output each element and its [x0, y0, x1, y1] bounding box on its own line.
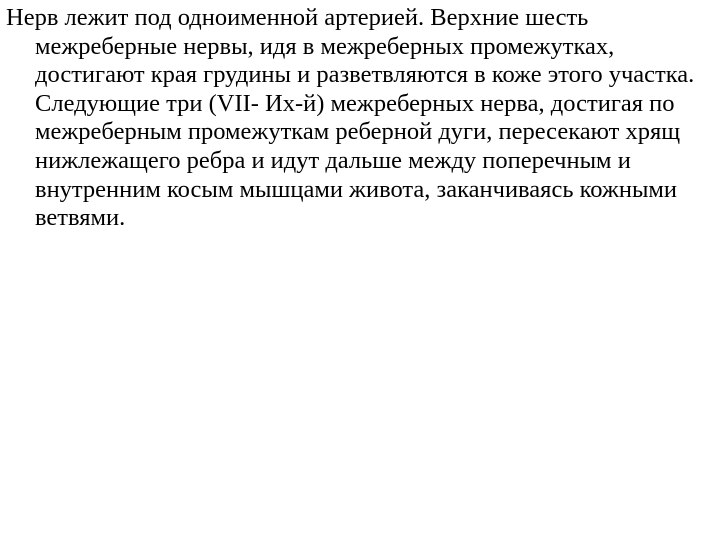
text-block — [6, 4, 712, 233]
body-paragraph: Нерв лежит под одноименной артерией. Верхние шесть межреберные нервы, идя в межреберных промежутках, достигают края грудины и разветвляются в коже этого участка. Следующие три (VII- Их-й) межреберных нерва, достигая по межреберным промежуткам реберной дуги, пересекают хрящ нижлежащего ребра и идут дальше между поперечным и внутренним косым мышцами живота, заканчиваясь кожными ветвями. — [6, 4, 695, 232]
